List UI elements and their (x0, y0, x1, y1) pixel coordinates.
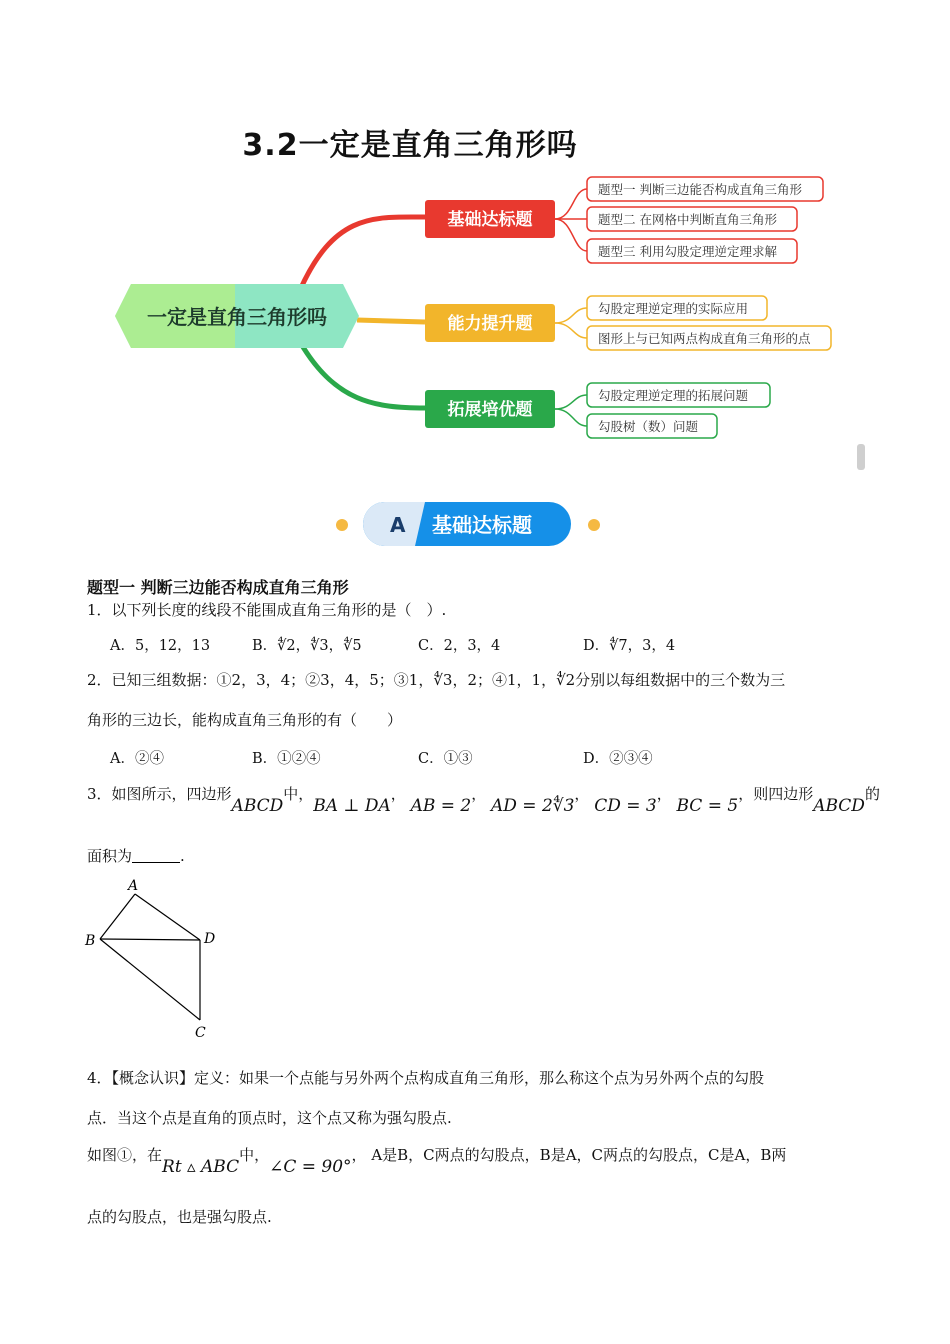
q1-option-d: D．∜7，3，4 (583, 638, 676, 654)
q4-point-a: A是B，C两点的勾股点， (371, 1146, 540, 1164)
vertex-c-label: C (195, 1025, 206, 1041)
section-label: 基础达标题 (432, 513, 532, 537)
q4-line2: 点．当这个点是直角的顶点时，这个点又称为强勾股点. (87, 1109, 452, 1127)
leaf-yellow-1-label: 勾股定理逆定理的实际应用 (598, 301, 749, 316)
q3-line2 (87, 846, 185, 866)
q2-option-a: A．②④ (110, 751, 164, 767)
q3-cond1: BA ⊥ DA (313, 796, 391, 816)
q3-quad: ABCD (231, 796, 284, 816)
vertex-a-label: A (128, 878, 139, 894)
answer-blank[interactable] (132, 848, 180, 863)
connector-yellow (357, 320, 425, 322)
q3-end: 的 (864, 785, 880, 803)
root-label: 一定是直角三角形吗 (147, 305, 327, 329)
edge-bd (100, 939, 200, 940)
q3-period: . (180, 847, 185, 865)
dot-right-icon (588, 519, 600, 531)
q3-cond3: AD = 2∜3 (490, 796, 575, 816)
q3-quad-2: ABCD (813, 796, 865, 816)
branch-ability-label: 能力提升题 (447, 314, 533, 334)
q3-figure (80, 872, 230, 1042)
edge-ad (135, 894, 200, 940)
q1-option-c: C．2，3，4 (418, 638, 501, 654)
q1-option-a: A．5，12，13 (110, 638, 211, 654)
q3-cond4: CD = 3 (594, 796, 657, 816)
q4-line3-a: 如图①，在 (87, 1146, 163, 1164)
q1-option-b: B．∜2，∜3，∜5 (252, 638, 362, 654)
q2-option-c: C．①③ (418, 751, 473, 767)
q4-rt-triangle: Rt ▵ ABC (162, 1157, 240, 1177)
leaf-red-3-label: 题型三 利用勾股定理逆定理求解 (598, 244, 777, 259)
section-letter: A (390, 513, 406, 537)
leaf-red-1-label: 题型一 判断三边能否构成直角三角形 (598, 182, 802, 197)
edge-ab (100, 894, 135, 939)
q2-stem-line2: 角形的三边长，能构成直角三角形的有（ ） (87, 711, 403, 729)
q4-line3-b: 中， (239, 1146, 270, 1164)
leaf-green-2-label: 勾股树（数）问题 (598, 419, 699, 434)
leaf-red-2-label: 题型二 在网格中判断直角三角形 (598, 212, 777, 227)
connector-green (300, 342, 425, 408)
q3-tail: ，则四边形 (738, 785, 814, 803)
q2-option-b: B．①②④ (252, 751, 321, 767)
vertex-b-label: B (85, 933, 96, 949)
section-banner (250, 495, 690, 555)
q3-cond2: AB = 2 (410, 796, 472, 816)
q3-cond5: BC = 5 (676, 796, 739, 816)
q3-mid: 中， (283, 785, 314, 803)
q1-stem: 1．以下列长度的线段不能围成直角三角形的是（ ）. (87, 601, 447, 619)
leaf-yellow-2-label: 图形上与已知两点构成直角三角形的点 (598, 331, 811, 346)
dot-left-icon (336, 519, 348, 531)
q3-area-label: 面积为 (87, 847, 133, 865)
branch-extend-label: 拓展培优题 (447, 400, 533, 420)
edge-bc (100, 939, 200, 1020)
q2-option-d: D．②③④ (583, 751, 653, 767)
q4-point-b: B是A，C两点的勾股点， (539, 1146, 709, 1164)
q4-line1: 4．【概念认识】定义：如果一个点能与另外两个点构成直角三角形，那么称这个点为另外两个点的勾股 (87, 1069, 765, 1087)
page-title: 3.2一定是直角三角形吗 (242, 128, 578, 163)
type-heading: 题型一 判断三边能否构成直角三角形 (87, 578, 349, 597)
q2-stem-line1: 2．已知三组数据：①2，3，4；②3，4，5；③1，∜3，2；④1，1，∜2分别以每组数据中的三个数为三 (87, 671, 786, 689)
q3-stem: 3．如图所示，四边形ABCD中，BA ⊥ DA， AB = 2， AD = 2∜3， CD = 3， BC = 5，则四边形ABCD的 (87, 785, 880, 816)
q4-line3: 如图①，在Rt ▵ ABC中，∠C = 90°， A是B，C两点的勾股点，B是A，C两点的勾股点，C是A，B两 (87, 1146, 787, 1177)
branch-basic-label: 基础达标题 (447, 210, 533, 230)
q4-point-c: C是A，B两 (708, 1146, 787, 1164)
q4-line4: 点的勾股点，也是强勾股点. (87, 1208, 272, 1226)
leaf-green-1-label: 勾股定理逆定理的拓展问题 (598, 388, 749, 403)
q4-angle: ∠C = 90° (269, 1157, 352, 1177)
connector-red (300, 217, 425, 290)
mind-map (95, 172, 865, 482)
q3-prefix: 3．如图所示，四边形 (87, 785, 232, 803)
vertex-d-label: D (204, 931, 216, 947)
